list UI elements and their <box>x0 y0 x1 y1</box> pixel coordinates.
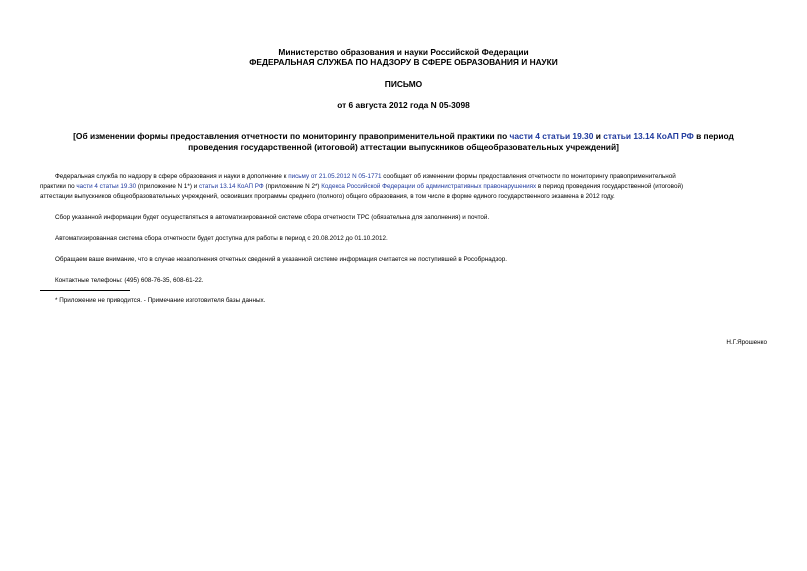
paragraph-1-line1 <box>55 172 676 183</box>
signature: Н.Г.Ярошенко <box>726 339 767 346</box>
paragraph-text: (приложение N 2*) <box>263 183 322 190</box>
link-article-13-14[interactable]: статьи 13.14 КоАП РФ <box>603 131 694 141</box>
paragraph-text: практики по <box>40 183 77 190</box>
paragraph-2: Сбор указанной информации будет осуществляться в автоматизированной системе сбора отчетности ТРС (обязательна для заполнения) и почтой. <box>55 214 490 221</box>
footnote: * Приложение не приводится. - Примечание изготовителя базы данных. <box>55 297 266 304</box>
paragraph-5-contacts: Контактные телефоны: (495) 608-76-35, 608-61-22. <box>55 277 204 284</box>
link-letter-05-1771[interactable]: письму от 21.05.2012 N 05-1771 <box>288 173 382 180</box>
paragraph-4: Обращаем ваше внимание, что в случае незаполнения отчетных сведений в указанной системе информация считается не поступившей в Рособрнадзор. <box>55 256 507 263</box>
title-text: в период <box>693 131 734 141</box>
link-article-13-14-body[interactable]: статьи 13.14 КоАП РФ <box>198 183 264 190</box>
document-date-number: от 6 августа 2012 года N 05-3098 <box>337 100 470 110</box>
title-text: [Об изменении формы предоставления отчетности по мониторингу правоприменительной практики по <box>73 131 510 141</box>
footnote-divider <box>40 290 130 291</box>
link-article-19-30[interactable]: части 4 статьи 19.30 <box>509 131 594 141</box>
paragraph-text: Федеральная служба по надзору в сфере образования и науки в дополнение к <box>55 173 289 180</box>
link-article-19-30-body[interactable]: части 4 статьи 19.30 <box>76 183 137 190</box>
paragraph-text: сообщает об изменении формы предоставления отчетности по мониторингу правоприменительной <box>381 173 676 180</box>
document-title-line1 <box>0 131 807 141</box>
link-koap-code[interactable]: Кодекса Российской Федерации об административных правонарушениях <box>321 183 537 190</box>
title-text: и <box>593 131 604 141</box>
paragraph-text: (приложение N 1*) и <box>136 183 199 190</box>
service-heading: ФЕДЕРАЛЬНАЯ СЛУЖБА ПО НАДЗОРУ В СФЕРЕ ОБРАЗОВАНИЯ И НАУКИ <box>249 57 558 67</box>
paragraph-1-line3: аттестации выпускников общеобразовательных учреждений, освоивших программы среднего (полного) общего образования, в том числе в форме единого государственного экзамена в 2012 году. <box>40 193 615 200</box>
ministry-heading: Министерство образования и науки Российской Федерации <box>278 47 529 57</box>
document-title-line2: проведения государственной (итоговой) аттестации выпускников общеобразовательных учреждений] <box>188 142 619 152</box>
document-type: ПИСЬМО <box>384 79 423 89</box>
paragraph-1-line2 <box>40 182 683 193</box>
paragraph-text: в период проведения государственной (итоговой) <box>536 183 684 190</box>
paragraph-3: Автоматизированная система сбора отчетности будет доступна для работы в период с 20.08.2012 до 01.10.2012. <box>55 235 388 242</box>
